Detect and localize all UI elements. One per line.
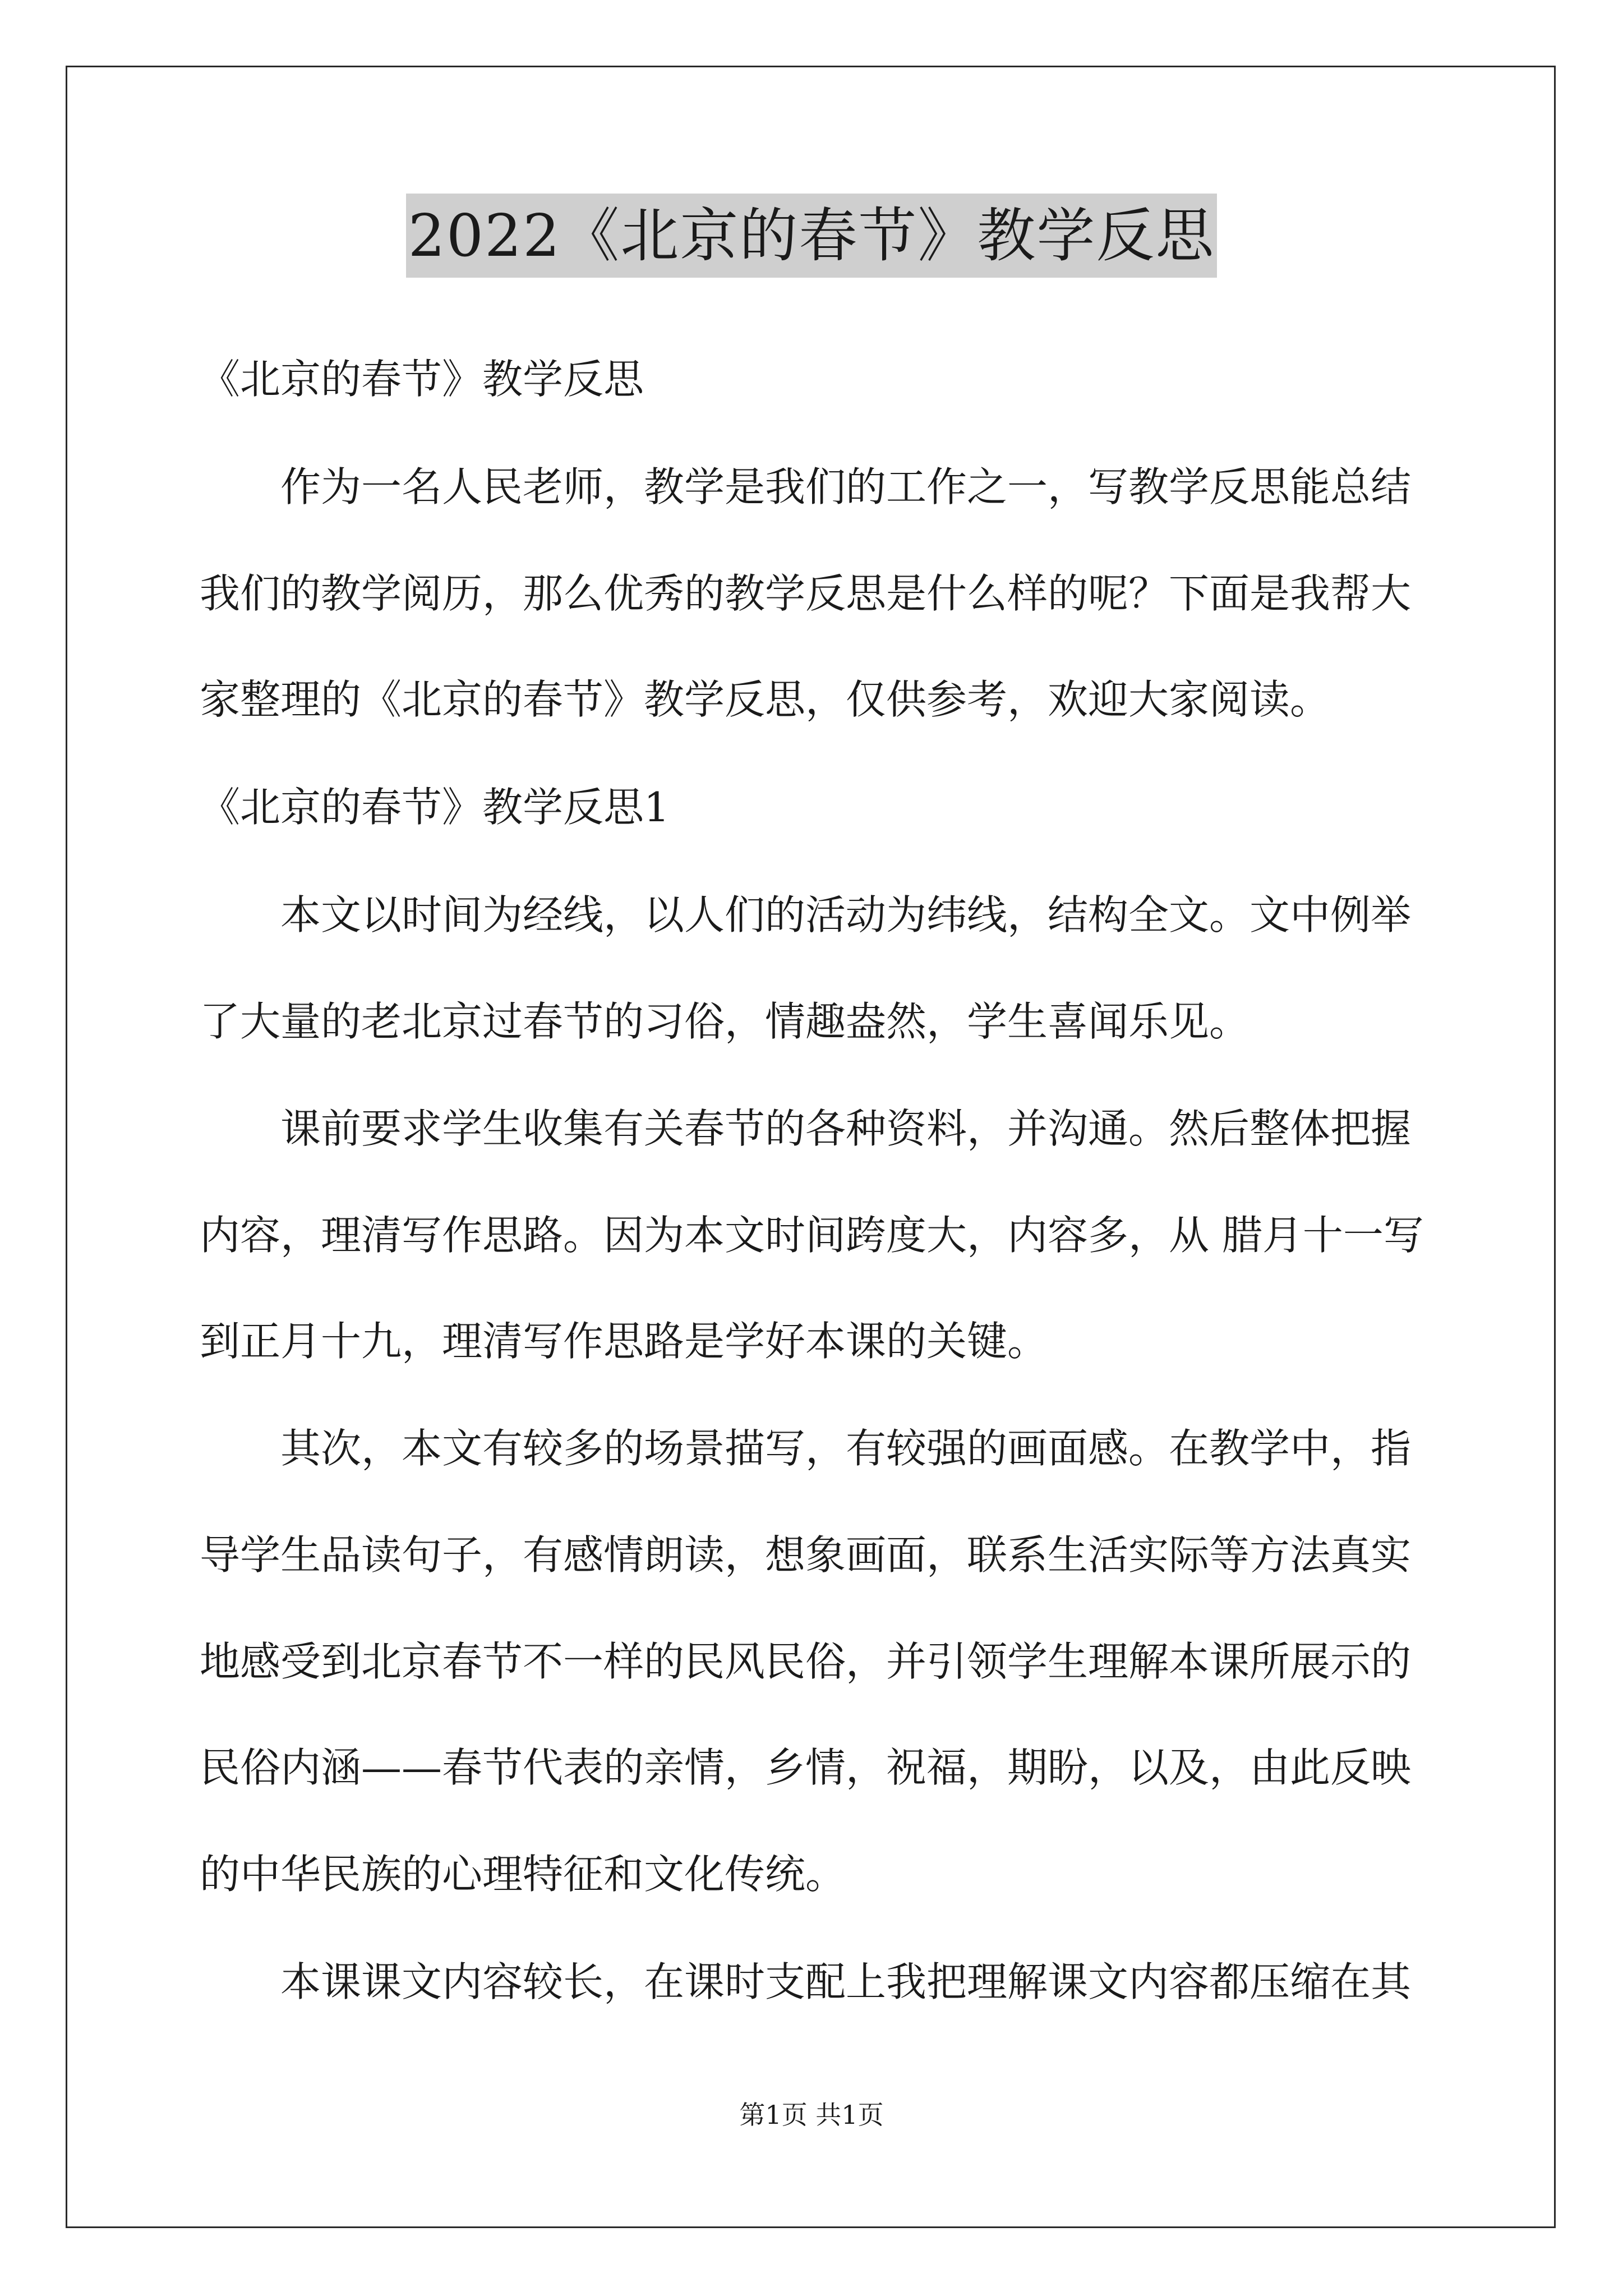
intro-line-2: 我们的教学阅历，那么优秀的教学反思是什么样的呢？下面是我帮大 bbox=[200, 570, 1412, 617]
paragraph3-line-3: 地感受到北京春节不一样的民风民俗，并引领学生理解本课所展示的 bbox=[200, 1638, 1412, 1685]
paragraph3-line-4: 民俗内涵——春节代表的亲情，乡情，祝福，期盼，以及，由此反映 bbox=[200, 1744, 1412, 1791]
paragraph3-line-5: 的中华民族的心理特征和文化传统。 bbox=[200, 1851, 846, 1898]
paragraph2-line-3: 到正月十九，理清写作思路是学好本课的关键。 bbox=[200, 1318, 1048, 1365]
page-footer: 第1页 共1页 bbox=[739, 2100, 884, 2130]
paragraph2-line-1: 课前要求学生收集有关春节的各种资料，并沟通。然后整体把握 bbox=[280, 1105, 1412, 1152]
paragraph1-line-2: 了大量的老北京过春节的习俗，情趣盎然，学生喜闻乐见。 bbox=[200, 998, 1250, 1045]
title-container bbox=[0, 194, 1623, 278]
paragraph4-line-1: 本课课文内容较长，在课时支配上我把理解课文内容都压缩在其 bbox=[280, 1958, 1412, 2005]
paragraph1-line-1: 本文以时间为经线，以人们的活动为纬线，结构全文。文中例举 bbox=[280, 891, 1412, 938]
paragraph3-line-1: 其次，本文有较多的场景描写，有较强的画面感。在教学中，指 bbox=[280, 1425, 1412, 1472]
intro-line-3: 家整理的《北京的春节》教学反思，仅供参考，欢迎大家阅读。 bbox=[200, 676, 1331, 723]
paragraph3-line-2: 导学生品读句子，有感情朗读，想象画面，联系生活实际等方法真实 bbox=[200, 1531, 1412, 1579]
document-subtitle: 《北京的春节》教学反思 bbox=[200, 356, 644, 403]
intro-line-1: 作为一名人民老师，教学是我们的工作之一，写教学反思能总结 bbox=[280, 463, 1412, 510]
document-title: 2022《北京的春节》教学反思 bbox=[406, 194, 1218, 278]
section-heading: 《北京的春节》教学反思1 bbox=[200, 784, 670, 831]
paragraph2-line-2: 内容，理清写作思路。因为本文时间跨度大，内容多，从 腊月十一写 bbox=[200, 1212, 1424, 1259]
